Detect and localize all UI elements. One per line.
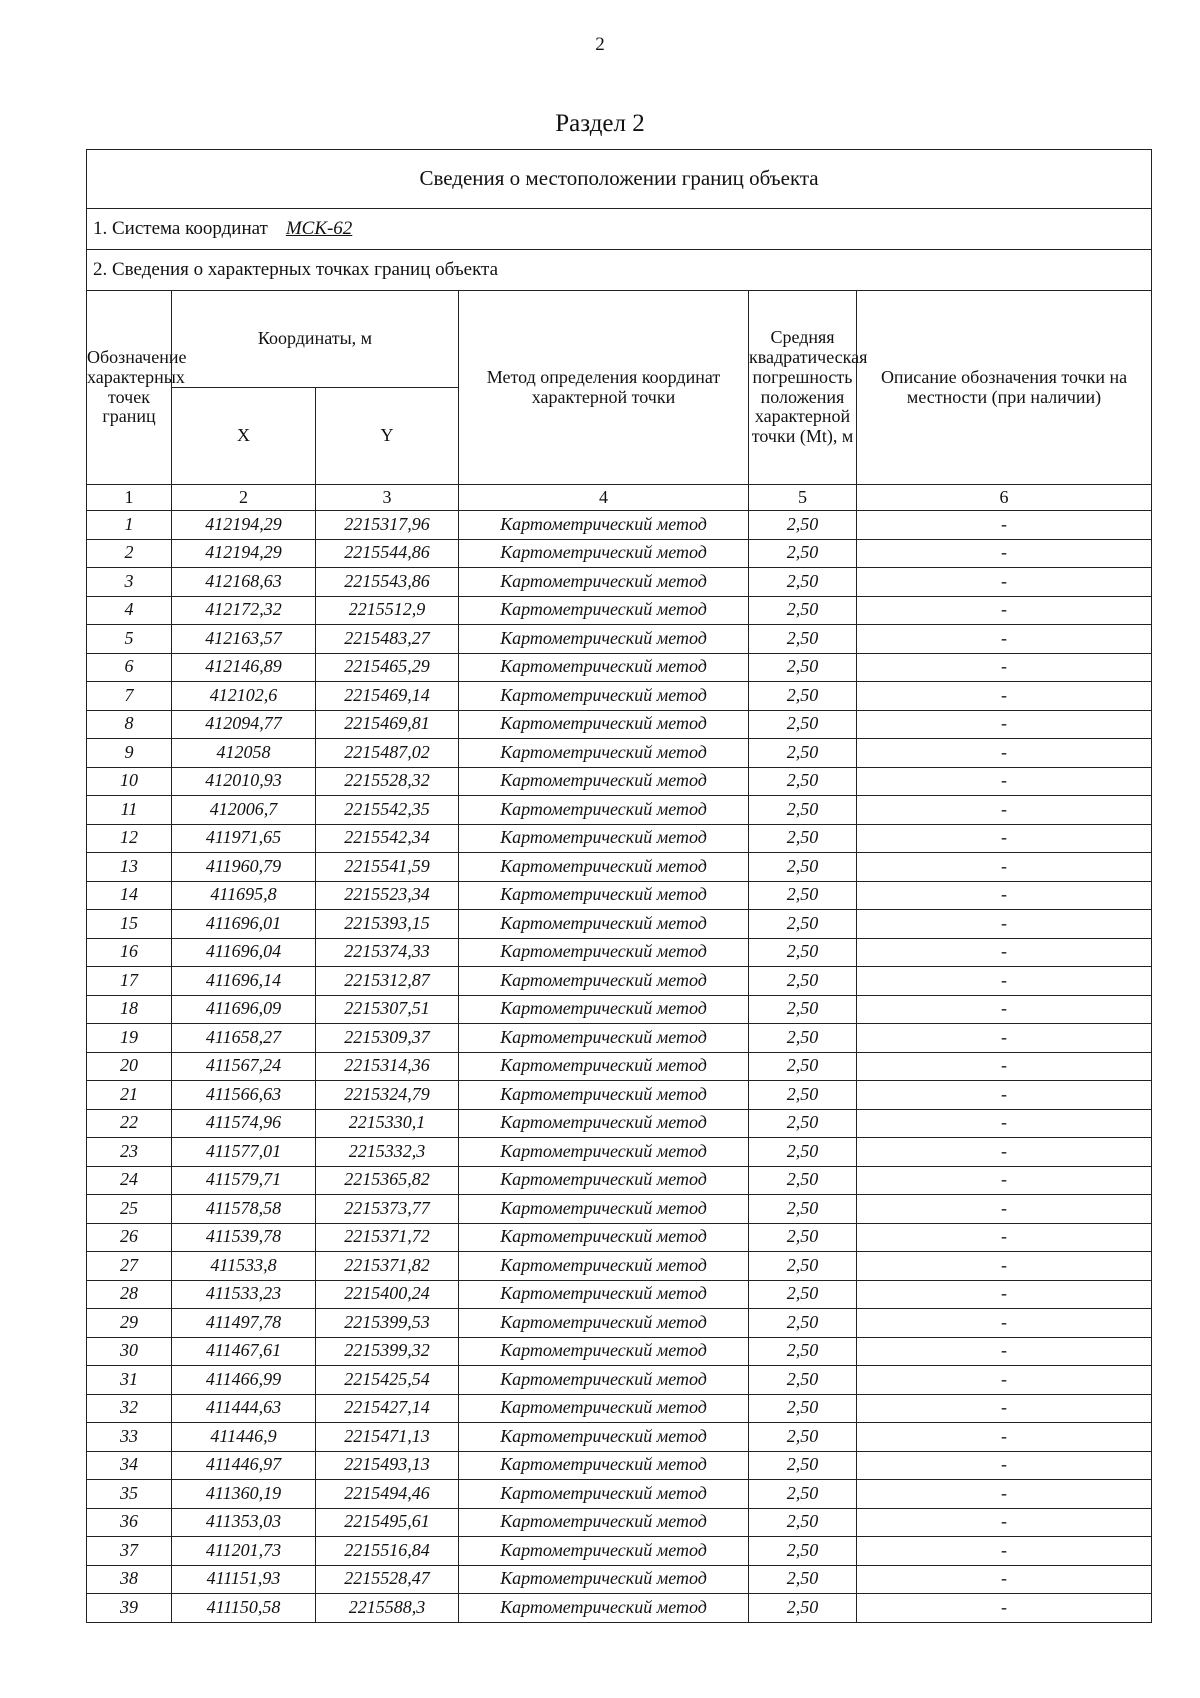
cell-coord-x: 411695,8 — [172, 881, 316, 910]
cell-coord-x: 411444,63 — [172, 1394, 316, 1423]
cell-coord-x: 412006,7 — [172, 796, 316, 825]
cell-point-number: 8 — [87, 710, 172, 739]
cell-method: Картометрический метод — [459, 824, 749, 853]
cell-description: - — [857, 1024, 1152, 1053]
table-row — [87, 1195, 1152, 1224]
cell-accuracy: 2,50 — [749, 625, 857, 654]
cell-coord-y: 2215493,13 — [316, 1451, 459, 1480]
cell-method: Картометрический метод — [459, 511, 749, 540]
cell-method: Картометрический метод — [459, 1024, 749, 1053]
table-row — [87, 1537, 1152, 1566]
cell-description: - — [857, 1252, 1152, 1281]
cell-point-number: 14 — [87, 881, 172, 910]
cell-point-number: 21 — [87, 1081, 172, 1110]
cell-method: Картометрический метод — [459, 995, 749, 1024]
cell-coord-y: 2215317,96 — [316, 511, 459, 540]
cell-method: Картометрический метод — [459, 1366, 749, 1395]
cell-method: Картометрический метод — [459, 682, 749, 711]
cell-coord-y: 2215541,59 — [316, 853, 459, 882]
cell-coord-y: 2215516,84 — [316, 1537, 459, 1566]
cell-description: - — [857, 1052, 1152, 1081]
cell-description: - — [857, 853, 1152, 882]
cell-description: - — [857, 625, 1152, 654]
column-number: 4 — [459, 485, 749, 511]
cell-accuracy: 2,50 — [749, 910, 857, 939]
cell-description: - — [857, 1195, 1152, 1224]
cell-point-number: 10 — [87, 767, 172, 796]
cell-point-number: 3 — [87, 568, 172, 597]
cell-coord-y: 2215374,33 — [316, 938, 459, 967]
cell-point-number: 16 — [87, 938, 172, 967]
cell-coord-x: 412168,63 — [172, 568, 316, 597]
table-row — [87, 1366, 1152, 1395]
cell-point-number: 30 — [87, 1337, 172, 1366]
cell-accuracy: 2,50 — [749, 1565, 857, 1594]
cell-coord-y: 2215588,3 — [316, 1594, 459, 1623]
cell-point-number: 35 — [87, 1480, 172, 1509]
cell-method: Картометрический метод — [459, 1480, 749, 1509]
cell-method: Картометрический метод — [459, 881, 749, 910]
cell-coord-x: 411658,27 — [172, 1024, 316, 1053]
table-row — [87, 710, 1152, 739]
cell-description: - — [857, 1451, 1152, 1480]
table-row — [87, 653, 1152, 682]
cell-description: - — [857, 596, 1152, 625]
cell-method: Картометрический метод — [459, 625, 749, 654]
cell-coord-y: 2215512,9 — [316, 596, 459, 625]
table-row — [87, 767, 1152, 796]
cell-accuracy: 2,50 — [749, 995, 857, 1024]
cell-method: Картометрический метод — [459, 1537, 749, 1566]
cell-coord-x: 411446,97 — [172, 1451, 316, 1480]
cell-coord-y: 2215425,54 — [316, 1366, 459, 1395]
cell-coord-y: 2215544,86 — [316, 539, 459, 568]
cell-method: Картометрический метод — [459, 539, 749, 568]
table-row — [87, 1081, 1152, 1110]
table-row — [87, 739, 1152, 768]
cell-coord-y: 2215427,14 — [316, 1394, 459, 1423]
cell-method: Картометрический метод — [459, 767, 749, 796]
cell-coord-x: 411566,63 — [172, 1081, 316, 1110]
cell-method: Картометрический метод — [459, 1423, 749, 1452]
table-row — [87, 1223, 1152, 1252]
cell-method: Картометрический метод — [459, 1451, 749, 1480]
cell-description: - — [857, 539, 1152, 568]
cell-coord-x: 411539,78 — [172, 1223, 316, 1252]
column-number: 2 — [172, 485, 316, 511]
cell-point-number: 26 — [87, 1223, 172, 1252]
table-row — [87, 853, 1152, 882]
cell-coord-x: 411971,65 — [172, 824, 316, 853]
cell-accuracy: 2,50 — [749, 1537, 857, 1566]
cell-accuracy: 2,50 — [749, 1480, 857, 1509]
cell-point-number: 4 — [87, 596, 172, 625]
cell-point-number: 25 — [87, 1195, 172, 1224]
cell-accuracy: 2,50 — [749, 1366, 857, 1395]
cell-coord-x: 411696,14 — [172, 967, 316, 996]
cell-description: - — [857, 1081, 1152, 1110]
table-row — [87, 539, 1152, 568]
header-point-designation: Обозначение характерных точек границ — [87, 291, 172, 485]
cell-coord-y: 2215469,81 — [316, 710, 459, 739]
table-row — [87, 1309, 1152, 1338]
boundary-points-table — [86, 149, 1152, 1623]
cell-coord-x: 411466,99 — [172, 1366, 316, 1395]
column-number: 6 — [857, 485, 1152, 511]
cell-accuracy: 2,50 — [749, 1594, 857, 1623]
column-number: 1 — [87, 485, 172, 511]
cell-coord-x: 412146,89 — [172, 653, 316, 682]
cell-coord-y: 2215393,15 — [316, 910, 459, 939]
cell-accuracy: 2,50 — [749, 796, 857, 825]
table-row — [87, 995, 1152, 1024]
table-row — [87, 1394, 1152, 1423]
table-row — [87, 881, 1152, 910]
cell-coord-y: 2215471,13 — [316, 1423, 459, 1452]
cell-coord-x: 412058 — [172, 739, 316, 768]
cell-description: - — [857, 1394, 1152, 1423]
cell-coord-y: 2215523,34 — [316, 881, 459, 910]
cell-method: Картометрический метод — [459, 1309, 749, 1338]
cell-coord-y: 2215332,3 — [316, 1138, 459, 1167]
cell-point-number: 34 — [87, 1451, 172, 1480]
table-row — [87, 824, 1152, 853]
cell-point-number: 24 — [87, 1166, 172, 1195]
cell-description: - — [857, 1565, 1152, 1594]
cell-coord-x: 411446,9 — [172, 1423, 316, 1452]
table-row — [87, 1594, 1152, 1623]
table-row — [87, 1052, 1152, 1081]
cell-coord-x: 411696,01 — [172, 910, 316, 939]
cell-method: Картометрический метод — [459, 568, 749, 597]
points-heading-row — [87, 250, 1152, 291]
cell-accuracy: 2,50 — [749, 767, 857, 796]
cell-description: - — [857, 1366, 1152, 1395]
cell-description: - — [857, 1508, 1152, 1537]
table-title: Сведения о местоположении границ объекта — [87, 150, 1152, 209]
cell-coord-x: 412102,6 — [172, 682, 316, 711]
cell-description: - — [857, 767, 1152, 796]
cell-accuracy: 2,50 — [749, 739, 857, 768]
cell-method: Картометрический метод — [459, 1138, 749, 1167]
cell-accuracy: 2,50 — [749, 1423, 857, 1452]
cell-coord-x: 412194,29 — [172, 511, 316, 540]
cell-coord-x: 411151,93 — [172, 1565, 316, 1594]
cell-description: - — [857, 1280, 1152, 1309]
table-row — [87, 682, 1152, 711]
cell-description: - — [857, 881, 1152, 910]
cell-method: Картометрический метод — [459, 1166, 749, 1195]
cell-description: - — [857, 739, 1152, 768]
cell-point-number: 1 — [87, 511, 172, 540]
cell-description: - — [857, 1337, 1152, 1366]
cell-coord-x: 411150,58 — [172, 1594, 316, 1623]
header-accuracy: Средняя квадратическая погрешность положения характерной точки (Mt), м — [749, 291, 857, 485]
table-row — [87, 967, 1152, 996]
cell-method: Картометрический метод — [459, 739, 749, 768]
column-numbers-row — [87, 485, 1152, 511]
cell-coord-x: 412172,32 — [172, 596, 316, 625]
table-row — [87, 511, 1152, 540]
cell-description: - — [857, 682, 1152, 711]
cell-point-number: 29 — [87, 1309, 172, 1338]
cell-coord-x: 411567,24 — [172, 1052, 316, 1081]
cell-description: - — [857, 1109, 1152, 1138]
table-row — [87, 910, 1152, 939]
cell-accuracy: 2,50 — [749, 1280, 857, 1309]
cell-coord-y: 2215495,61 — [316, 1508, 459, 1537]
cell-accuracy: 2,50 — [749, 1138, 857, 1167]
cell-accuracy: 2,50 — [749, 1394, 857, 1423]
cell-accuracy: 2,50 — [749, 1166, 857, 1195]
cell-point-number: 13 — [87, 853, 172, 882]
cell-coord-y: 2215399,32 — [316, 1337, 459, 1366]
cell-description: - — [857, 1309, 1152, 1338]
cell-accuracy: 2,50 — [749, 653, 857, 682]
cell-method: Картометрический метод — [459, 1508, 749, 1537]
cell-accuracy: 2,50 — [749, 881, 857, 910]
cell-method: Картометрический метод — [459, 1594, 749, 1623]
cell-coord-x: 411533,23 — [172, 1280, 316, 1309]
cell-coord-y: 2215483,27 — [316, 625, 459, 654]
cell-method: Картометрический метод — [459, 938, 749, 967]
cell-coord-y: 2215543,86 — [316, 568, 459, 597]
cell-point-number: 6 — [87, 653, 172, 682]
cell-accuracy: 2,50 — [749, 1081, 857, 1110]
cell-description: - — [857, 1480, 1152, 1509]
cell-method: Картометрический метод — [459, 796, 749, 825]
cell-point-number: 5 — [87, 625, 172, 654]
table-row — [87, 568, 1152, 597]
table-row — [87, 1024, 1152, 1053]
cell-coord-x: 411360,19 — [172, 1480, 316, 1509]
cell-accuracy: 2,50 — [749, 710, 857, 739]
cell-coord-x: 411696,09 — [172, 995, 316, 1024]
cell-point-number: 7 — [87, 682, 172, 711]
cell-method: Картометрический метод — [459, 1280, 749, 1309]
cell-method: Картометрический метод — [459, 596, 749, 625]
cell-point-number: 38 — [87, 1565, 172, 1594]
cell-description: - — [857, 1166, 1152, 1195]
cell-accuracy: 2,50 — [749, 1508, 857, 1537]
cell-description: - — [857, 1223, 1152, 1252]
cell-accuracy: 2,50 — [749, 1451, 857, 1480]
cell-description: - — [857, 653, 1152, 682]
column-number: 5 — [749, 485, 857, 511]
cell-point-number: 22 — [87, 1109, 172, 1138]
cell-point-number: 12 — [87, 824, 172, 853]
cell-coord-x: 411578,58 — [172, 1195, 316, 1224]
cell-method: Картометрический метод — [459, 653, 749, 682]
cell-description: - — [857, 910, 1152, 939]
cell-method: Картометрический метод — [459, 967, 749, 996]
cell-point-number: 27 — [87, 1252, 172, 1281]
cell-point-number: 9 — [87, 739, 172, 768]
cell-method: Картометрический метод — [459, 1252, 749, 1281]
cell-method: Картометрический метод — [459, 910, 749, 939]
cell-point-number: 20 — [87, 1052, 172, 1081]
cell-description: - — [857, 710, 1152, 739]
cell-coord-y: 2215324,79 — [316, 1081, 459, 1110]
cell-accuracy: 2,50 — [749, 1252, 857, 1281]
cell-description: - — [857, 995, 1152, 1024]
cell-coord-x: 412010,93 — [172, 767, 316, 796]
cell-coord-y: 2215309,37 — [316, 1024, 459, 1053]
cell-description: - — [857, 1423, 1152, 1452]
cell-method: Картометрический метод — [459, 1565, 749, 1594]
cell-point-number: 39 — [87, 1594, 172, 1623]
cell-accuracy: 2,50 — [749, 511, 857, 540]
cell-coord-y: 2215465,29 — [316, 653, 459, 682]
coordinate-system-value: МСК-62 — [285, 217, 353, 239]
cell-method: Картометрический метод — [459, 853, 749, 882]
cell-coord-x: 412094,77 — [172, 710, 316, 739]
table-row — [87, 1109, 1152, 1138]
cell-point-number: 36 — [87, 1508, 172, 1537]
table-row — [87, 1280, 1152, 1309]
table-row — [87, 796, 1152, 825]
table-row — [87, 1565, 1152, 1594]
cell-method: Картометрический метод — [459, 1223, 749, 1252]
cell-coord-y: 2215542,35 — [316, 796, 459, 825]
table-row — [87, 1451, 1152, 1480]
cell-coord-x: 411577,01 — [172, 1138, 316, 1167]
cell-method: Картометрический метод — [459, 1337, 749, 1366]
cell-coord-y: 2215487,02 — [316, 739, 459, 768]
cell-accuracy: 2,50 — [749, 1024, 857, 1053]
cell-accuracy: 2,50 — [749, 938, 857, 967]
cell-coord-y: 2215469,14 — [316, 682, 459, 711]
cell-coord-y: 2215542,34 — [316, 824, 459, 853]
cell-coord-y: 2215399,53 — [316, 1309, 459, 1338]
cell-point-number: 18 — [87, 995, 172, 1024]
cell-coord-y: 2215371,72 — [316, 1223, 459, 1252]
cell-method: Картометрический метод — [459, 1081, 749, 1110]
cell-coord-y: 2215307,51 — [316, 995, 459, 1024]
cell-description: - — [857, 1537, 1152, 1566]
cell-point-number: 37 — [87, 1537, 172, 1566]
cell-coord-x: 412194,29 — [172, 539, 316, 568]
table-row — [87, 1252, 1152, 1281]
cell-coord-x: 411353,03 — [172, 1508, 316, 1537]
cell-method: Картометрический метод — [459, 710, 749, 739]
header-coordinates: Координаты, м — [172, 291, 459, 388]
cell-description: - — [857, 511, 1152, 540]
cell-coord-x: 411960,79 — [172, 853, 316, 882]
cell-coord-y: 2215312,87 — [316, 967, 459, 996]
cell-accuracy: 2,50 — [749, 596, 857, 625]
cell-coord-y: 2215494,46 — [316, 1480, 459, 1509]
cell-method: Картометрический метод — [459, 1394, 749, 1423]
cell-coord-x: 412163,57 — [172, 625, 316, 654]
cell-point-number: 32 — [87, 1394, 172, 1423]
cell-coord-y: 2215330,1 — [316, 1109, 459, 1138]
column-number: 3 — [316, 485, 459, 511]
cell-point-number: 19 — [87, 1024, 172, 1053]
cell-coord-x: 411467,61 — [172, 1337, 316, 1366]
cell-method: Картометрический метод — [459, 1109, 749, 1138]
table-row — [87, 1337, 1152, 1366]
cell-description: - — [857, 967, 1152, 996]
table-row — [87, 938, 1152, 967]
cell-point-number: 11 — [87, 796, 172, 825]
coordinate-system-row — [87, 209, 1152, 250]
cell-accuracy: 2,50 — [749, 539, 857, 568]
coordinate-system-label: 1. Система координат — [93, 217, 268, 239]
points-heading: 2. Сведения о характерных точках границ объекта — [87, 250, 1152, 291]
table-row — [87, 1138, 1152, 1167]
cell-coord-x: 411574,96 — [172, 1109, 316, 1138]
coordinate-system-cell — [87, 209, 1152, 250]
cell-accuracy: 2,50 — [749, 1109, 857, 1138]
cell-description: - — [857, 1594, 1152, 1623]
cell-accuracy: 2,50 — [749, 1309, 857, 1338]
cell-coord-y: 2215528,32 — [316, 767, 459, 796]
header-x: X — [172, 388, 316, 485]
cell-accuracy: 2,50 — [749, 568, 857, 597]
header-method: Метод определения координат характерной точки — [459, 291, 749, 485]
table-row — [87, 625, 1152, 654]
cell-coord-x: 411201,73 — [172, 1537, 316, 1566]
cell-coord-x: 411579,71 — [172, 1166, 316, 1195]
cell-point-number: 15 — [87, 910, 172, 939]
cell-method: Картометрический метод — [459, 1052, 749, 1081]
cell-accuracy: 2,50 — [749, 967, 857, 996]
table-row — [87, 1480, 1152, 1509]
cell-description: - — [857, 1138, 1152, 1167]
cell-accuracy: 2,50 — [749, 682, 857, 711]
cell-coord-y: 2215314,36 — [316, 1052, 459, 1081]
cell-accuracy: 2,50 — [749, 1052, 857, 1081]
table-row — [87, 1423, 1152, 1452]
table-row — [87, 1508, 1152, 1537]
cell-accuracy: 2,50 — [749, 853, 857, 882]
cell-coord-y: 2215365,82 — [316, 1166, 459, 1195]
cell-coord-x: 411497,78 — [172, 1309, 316, 1338]
cell-point-number: 2 — [87, 539, 172, 568]
cell-coord-y: 2215371,82 — [316, 1252, 459, 1281]
table-row — [87, 596, 1152, 625]
cell-coord-y: 2215400,24 — [316, 1280, 459, 1309]
cell-point-number: 31 — [87, 1366, 172, 1395]
cell-description: - — [857, 938, 1152, 967]
header-y: Y — [316, 388, 459, 485]
header-row-1 — [87, 291, 1152, 388]
cell-coord-y: 2215373,77 — [316, 1195, 459, 1224]
cell-coord-y: 2215528,47 — [316, 1565, 459, 1594]
cell-point-number: 17 — [87, 967, 172, 996]
cell-description: - — [857, 824, 1152, 853]
cell-accuracy: 2,50 — [749, 1223, 857, 1252]
cell-coord-x: 411696,04 — [172, 938, 316, 967]
table-row — [87, 1166, 1152, 1195]
cell-accuracy: 2,50 — [749, 1195, 857, 1224]
cell-accuracy: 2,50 — [749, 1337, 857, 1366]
cell-description: - — [857, 796, 1152, 825]
cell-point-number: 28 — [87, 1280, 172, 1309]
cell-description: - — [857, 568, 1152, 597]
cell-point-number: 33 — [87, 1423, 172, 1452]
cell-method: Картометрический метод — [459, 1195, 749, 1224]
header-description: Описание обозначения точки на местности (при наличии) — [857, 291, 1152, 485]
page-number: 2 — [595, 34, 605, 55]
section-title: Раздел 2 — [555, 110, 645, 137]
cell-point-number: 23 — [87, 1138, 172, 1167]
cell-accuracy: 2,50 — [749, 824, 857, 853]
cell-coord-x: 411533,8 — [172, 1252, 316, 1281]
table-title-row — [87, 150, 1152, 209]
